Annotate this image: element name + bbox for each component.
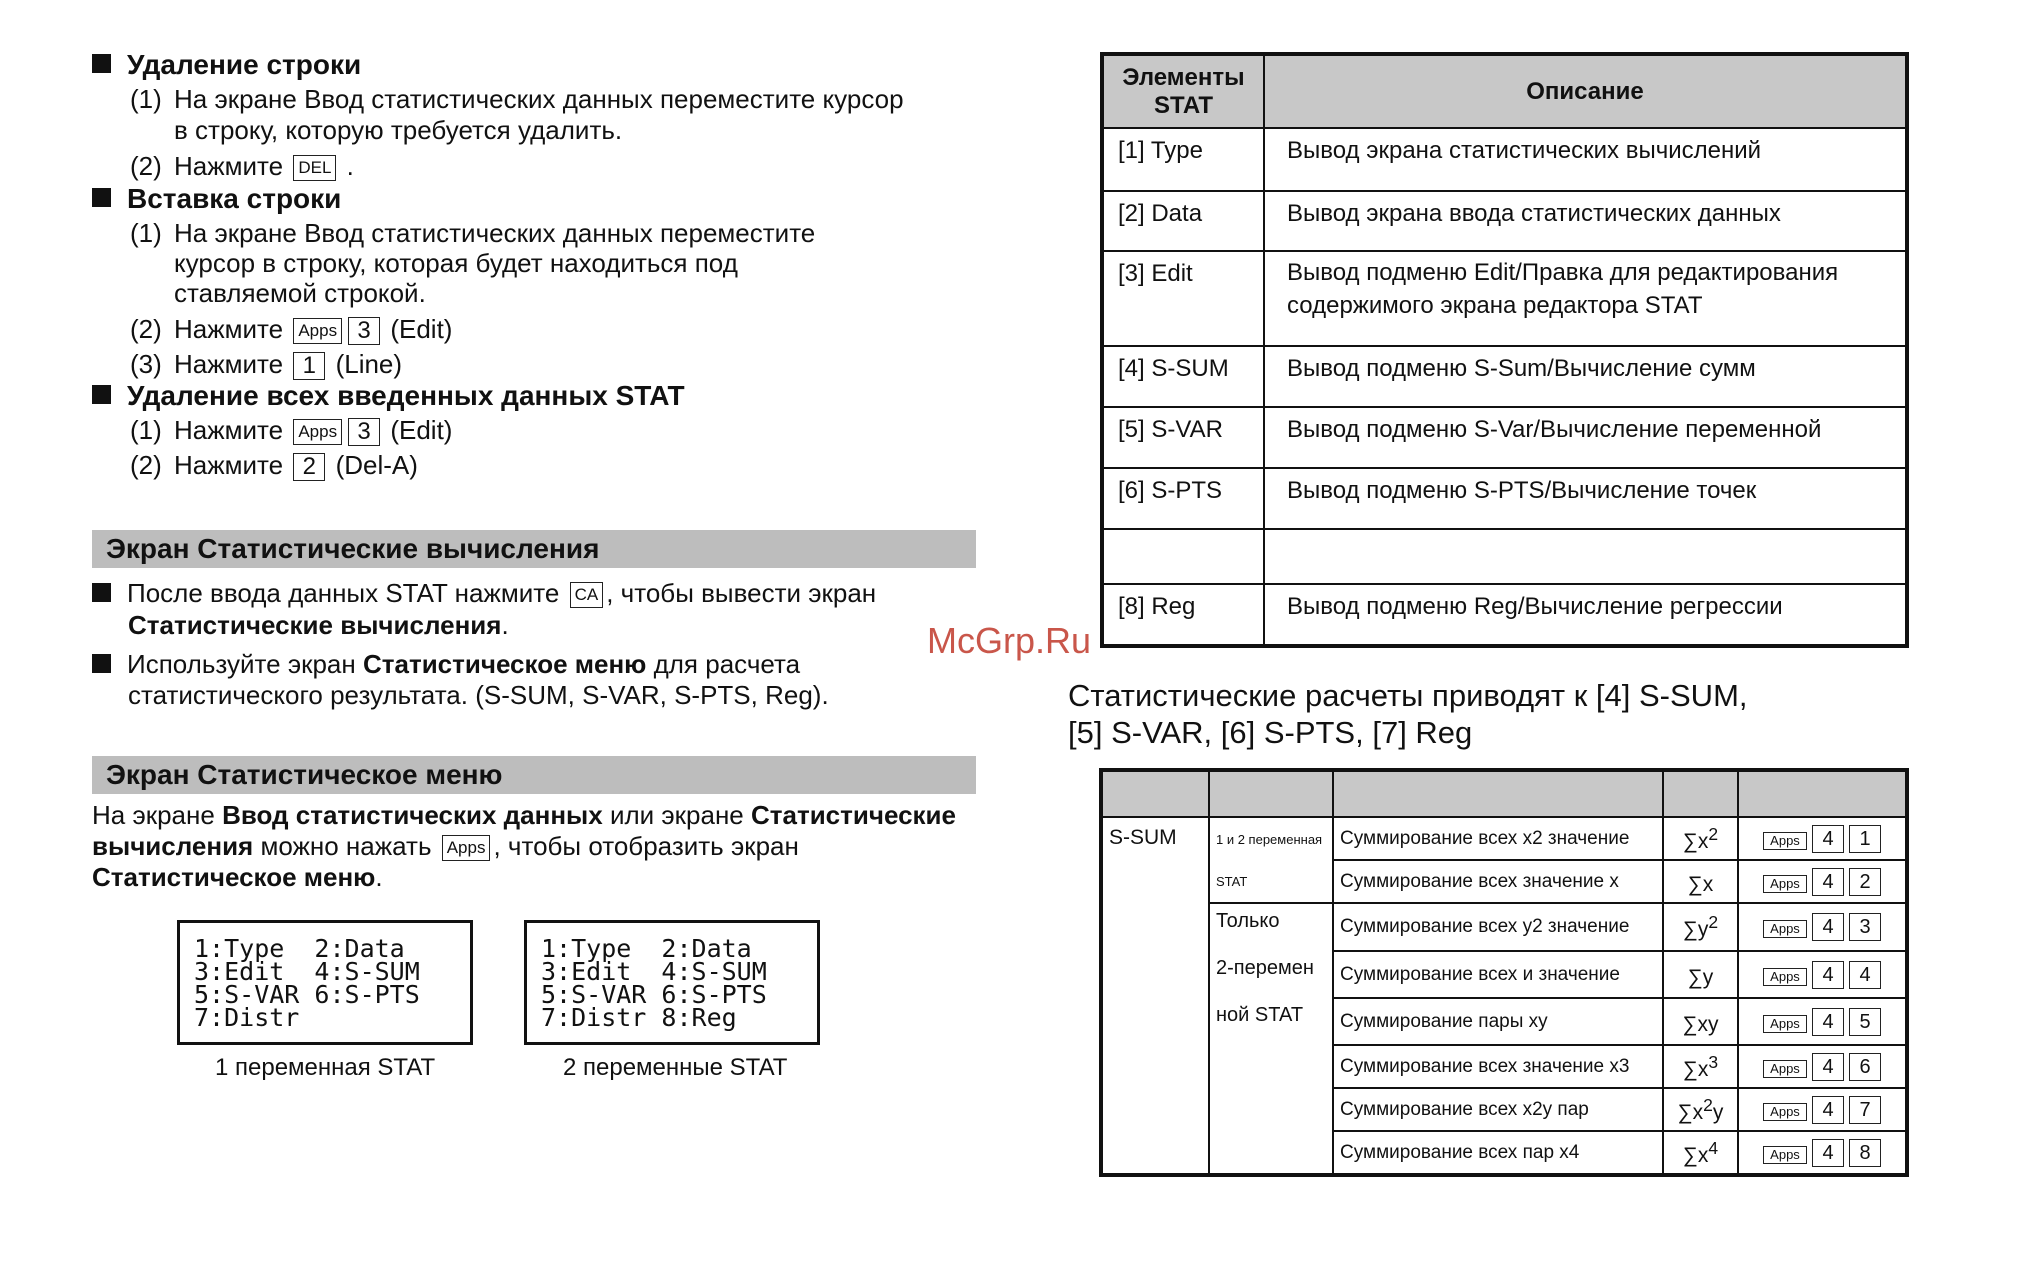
bullet-square-icon <box>92 654 111 673</box>
lcd-screen-1var: 1:Type 2:Data 3:Edit 4:S-SUM 5:S-VAR 6:S-PTS 7:Distr <box>177 920 473 1045</box>
sum-symbol: $\sum x^2$ <box>1663 817 1738 860</box>
delete-row-step-1: (1) На экране Ввод статистических данных переместите курсор <box>130 84 904 114</box>
key-4: 4 <box>1812 1139 1844 1167</box>
var-label-empty <box>1209 1045 1333 1088</box>
stat-calc-bullet-1: После ввода данных STAT нажмите CA , чтобы вывести экран <box>92 578 876 609</box>
insert-row-step-3: (3) Нажмите 1 (Line) <box>130 349 403 380</box>
stat-calc-bullet-2: Используйте экран Статистическое меню для расчета <box>92 649 800 680</box>
insert-row-step-1-cont: курсор в строку, которая будет находиться под <box>174 248 738 278</box>
apps-key: Apps <box>1763 1060 1807 1078</box>
key-3: 3 <box>348 317 380 345</box>
table-row <box>1102 251 1907 346</box>
sum-symbol: $\sum x^4$ <box>1663 1131 1738 1175</box>
header-cell <box>1101 770 1209 817</box>
table-row <box>1102 128 1907 191</box>
key-digit: 3 <box>1849 913 1881 941</box>
sum-symbol: $\sum x^3$ <box>1663 1045 1738 1088</box>
group-label: S-SUM <box>1101 817 1209 1175</box>
header-cell <box>1333 770 1663 817</box>
key-4: 4 <box>1812 868 1844 896</box>
key-4: 4 <box>1812 913 1844 941</box>
header-description: Описание <box>1264 54 1907 128</box>
table-row <box>1102 468 1907 529</box>
key-3: 3 <box>348 418 380 446</box>
apps-key: Apps <box>293 318 342 344</box>
apps-key: Apps <box>1763 1146 1807 1164</box>
table-header-row <box>1102 54 1907 128</box>
apps-key: Apps <box>1763 875 1807 893</box>
key-sequence <box>1738 860 1907 903</box>
key-4: 4 <box>1812 961 1844 989</box>
table-header-row <box>1101 770 1907 817</box>
apps-key: Apps <box>1763 1015 1807 1033</box>
sum-desc: Суммирование всех x2y пар <box>1333 1088 1663 1131</box>
section-bar-stat-menu: Экран Статистическое меню <box>92 756 976 794</box>
header-cell <box>1663 770 1738 817</box>
stat-menu-para-line-1: На экране Ввод статистических данных или экране Статистические <box>92 800 956 830</box>
table-row <box>1102 191 1907 251</box>
stat-item: [4] S-SUM <box>1102 346 1264 407</box>
var-label-small: 1 и 2 переменная <box>1209 817 1333 860</box>
var-label-empty <box>1209 1131 1333 1175</box>
stat-item-desc: Вывод подменю S-Sum/Вычисление сумм <box>1264 346 1907 407</box>
stat-calc-heading: Статистические расчеты приводят к [4] S-SUM, [5] S-VAR, [6] S-PTS, [7] Reg <box>1068 678 1748 750</box>
sum-desc: Суммирование всех и значение <box>1333 951 1663 998</box>
header-cell <box>1738 770 1907 817</box>
sum-desc: Суммирование всех пар x4 <box>1333 1131 1663 1175</box>
key-4: 4 <box>1812 1096 1844 1124</box>
ca-key: CA <box>570 582 604 608</box>
apps-key: Apps <box>442 835 491 861</box>
stat-item-desc: Вывод подменю Edit/Правка для редактирования содержимого экрана редактора STAT <box>1264 251 1907 346</box>
del-key: DEL <box>293 155 336 181</box>
key-sequence <box>1738 1088 1907 1131</box>
key-sequence <box>1738 951 1907 998</box>
watermark: McGrp.Ru <box>927 620 1092 661</box>
key-4: 4 <box>1812 1053 1844 1081</box>
bullet-square-icon <box>92 54 111 73</box>
table-row <box>1102 584 1907 646</box>
heading-delete-all: Удаление всех введенных данных STAT <box>92 379 685 413</box>
table-row <box>1101 860 1907 903</box>
var-label-small: STAT <box>1209 860 1333 903</box>
sum-desc: Суммирование всех значение x3 <box>1333 1045 1663 1088</box>
stat-item-desc <box>1264 529 1907 584</box>
sum-symbol: ∑xy <box>1663 998 1738 1045</box>
stat-calc-bullet-2-cont: статистического результата. (S-SUM, S-VAR, S-PTS, Reg). <box>128 680 829 710</box>
insert-row-step-1: (1) На экране Ввод статистических данных переместите <box>130 218 816 248</box>
bullet-square-icon <box>92 188 111 207</box>
var-label-line2: 2-перемен <box>1209 951 1333 998</box>
key-4: 4 <box>1812 825 1844 853</box>
table-row <box>1101 1088 1907 1131</box>
stat-item: [6] S-PTS <box>1102 468 1264 529</box>
stat-item-desc: Вывод экрана ввода статистических данных <box>1264 191 1907 251</box>
key-digit: 5 <box>1849 1008 1881 1036</box>
sum-symbol: ∑x <box>1663 860 1738 903</box>
table-row <box>1101 998 1907 1045</box>
key-digit: 8 <box>1849 1139 1881 1167</box>
stat-item-desc: Вывод экрана статистических вычислений <box>1264 128 1907 191</box>
key-sequence <box>1738 1131 1907 1175</box>
key-1: 1 <box>293 352 325 380</box>
apps-key: Apps <box>1763 1103 1807 1121</box>
delete-all-step-2: (2) Нажмите 2 (Del-A) <box>130 450 418 481</box>
apps-key: Apps <box>293 419 342 445</box>
stat-item: [5] S-VAR <box>1102 407 1264 468</box>
s-sum-table <box>1099 768 1909 1177</box>
key-digit: 7 <box>1849 1096 1881 1124</box>
header-stat-items: Элементы STAT <box>1102 54 1264 128</box>
apps-key: Apps <box>1763 968 1807 986</box>
sum-desc: Суммирование всех значение x <box>1333 860 1663 903</box>
sum-desc: Суммирование всех x2 значение <box>1333 817 1663 860</box>
stat-item: [8] Reg <box>1102 584 1264 646</box>
key-digit: 2 <box>1849 868 1881 896</box>
sum-desc: Суммирование пары xy <box>1333 998 1663 1045</box>
stat-items-table <box>1100 52 1909 648</box>
stat-item: [1] Type <box>1102 128 1264 191</box>
apps-key: Apps <box>1763 920 1807 938</box>
table-row <box>1101 903 1907 951</box>
apps-key: Apps <box>1763 832 1807 850</box>
stat-item <box>1102 529 1264 584</box>
section-bar-stat-calc: Экран Статистические вычисления <box>92 530 976 568</box>
table-row <box>1101 951 1907 998</box>
bullet-square-icon <box>92 583 111 602</box>
lcd-caption-1var: 1 переменная STAT <box>215 1054 436 1081</box>
key-4: 4 <box>1812 1008 1844 1036</box>
insert-row-step-2: (2) Нажмите Apps 3 (Edit) <box>130 314 453 345</box>
key-digit: 1 <box>1849 825 1881 853</box>
delete-row-step-2: (2) Нажмите DEL . <box>130 151 354 181</box>
key-sequence <box>1738 998 1907 1045</box>
insert-row-step-1-cont2: ставляемой строкой. <box>174 278 426 308</box>
stat-item-desc: Вывод подменю S-PTS/Вычисление точек <box>1264 468 1907 529</box>
var-label-line1: Только <box>1209 903 1333 951</box>
delete-row-step-1-cont: в строку, которую требуется удалить. <box>174 115 623 145</box>
key-sequence <box>1738 1045 1907 1088</box>
key-sequence <box>1738 817 1907 860</box>
key-digit: 4 <box>1849 961 1881 989</box>
stat-menu-para-line-2: вычисления можно нажать Apps , чтобы отобразить экран <box>92 831 799 861</box>
table-row <box>1102 529 1907 584</box>
lcd-caption-2var: 2 переменные STAT <box>563 1054 788 1081</box>
table-row <box>1101 1131 1907 1175</box>
key-digit: 6 <box>1849 1053 1881 1081</box>
sum-symbol: $\sum y^2$ <box>1663 903 1738 951</box>
stat-calc-bullet-1-cont: Статистические вычисления. <box>128 610 509 640</box>
var-label-line3: ной STAT <box>1209 998 1333 1045</box>
stat-item: [2] Data <box>1102 191 1264 251</box>
delete-all-step-1: (1) Нажмите Apps 3 (Edit) <box>130 415 453 446</box>
heading-insert-row: Вставка строки <box>92 182 341 216</box>
stat-item-desc: Вывод подменю Reg/Вычисление регрессии <box>1264 584 1907 646</box>
sum-symbol: $\sum x^2y$ <box>1663 1088 1738 1131</box>
var-label-empty <box>1209 1088 1333 1131</box>
key-sequence <box>1738 903 1907 951</box>
table-row <box>1102 407 1907 468</box>
heading-delete-row: Удаление строки <box>92 48 361 82</box>
table-row <box>1102 346 1907 407</box>
lcd-screen-2var: 1:Type 2:Data 3:Edit 4:S-SUM 5:S-VAR 6:S-PTS 7:Distr 8:Reg <box>524 920 820 1045</box>
bullet-square-icon <box>92 385 111 404</box>
stat-item-desc: Вывод подменю S-Var/Вычисление переменной <box>1264 407 1907 468</box>
key-2: 2 <box>293 453 325 481</box>
sum-desc: Суммирование всех y2 значение <box>1333 903 1663 951</box>
table-row <box>1101 1045 1907 1088</box>
table-row <box>1101 817 1907 860</box>
sum-symbol: ∑y <box>1663 951 1738 998</box>
stat-item: [3] Edit <box>1102 251 1264 346</box>
stat-menu-para-line-3: Статистическое меню. <box>92 862 383 892</box>
header-cell <box>1209 770 1333 817</box>
